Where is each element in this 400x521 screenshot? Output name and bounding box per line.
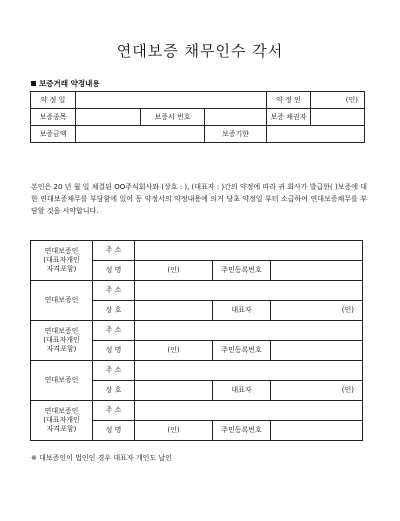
guarantee-type-field[interactable] — [76, 109, 141, 126]
address-label: 주 소 — [93, 241, 135, 261]
guarantor-2-label: 연대보증인 — [31, 281, 93, 321]
name-label: 성 명 — [93, 421, 135, 441]
guarantor-5-label: 연대보증인 (대표자개인 자격포함) — [31, 401, 93, 441]
guarantor-3-label: 연대보증인 (대표자개인 자격포함) — [31, 321, 93, 361]
id-number-label: 주민등록번호 — [213, 341, 271, 361]
id-number-field[interactable] — [271, 341, 363, 361]
name-seal-field[interactable]: (인) — [135, 421, 213, 441]
company-field[interactable] — [135, 301, 213, 321]
id-number-field[interactable] — [271, 421, 363, 441]
name-label: 성 명 — [93, 341, 135, 361]
company-label: 상 호 — [93, 381, 135, 401]
footnote: ※ 대보증인이 법인인 경우 대표자 개인도 날인 — [31, 454, 172, 462]
id-number-label: 주민등록번호 — [213, 421, 271, 441]
period-field[interactable] — [267, 126, 365, 143]
period-label: 보증기한 — [205, 126, 267, 143]
representative-label: 대표자 — [213, 301, 271, 321]
representative-label: 대표자 — [213, 381, 271, 401]
square-bullet-icon — [31, 81, 36, 86]
company-field[interactable] — [135, 381, 213, 401]
address-field[interactable] — [135, 241, 363, 261]
representative-seal-field[interactable]: (인) — [271, 301, 363, 321]
address-label: 주 소 — [93, 361, 135, 381]
contractor-label: 약 정 인 — [267, 92, 311, 109]
guarantor-4-label: 연대보증인 — [31, 361, 93, 401]
contract-date-label: 약 정 일 — [31, 92, 76, 109]
creditor-label: 보증 채권자 — [267, 109, 311, 126]
address-label: 주 소 — [93, 321, 135, 341]
page-title: 연대보증 채무인수 각서 — [116, 42, 284, 60]
address-field[interactable] — [135, 401, 363, 421]
agreement-table — [30, 91, 365, 143]
contractor-seal-field[interactable]: (인) — [311, 92, 365, 109]
representative-seal-field[interactable]: (인) — [271, 381, 363, 401]
bond-number-label: 보증서 번호 — [141, 109, 205, 126]
name-seal-field[interactable]: (인) — [135, 341, 213, 361]
address-field[interactable] — [135, 361, 363, 381]
amount-field[interactable] — [76, 126, 205, 143]
section-heading — [31, 78, 100, 89]
address-label: 주 소 — [93, 281, 135, 301]
name-seal-field[interactable]: (인) — [135, 261, 213, 281]
address-label: 주 소 — [93, 401, 135, 421]
id-number-field[interactable] — [271, 261, 363, 281]
name-label: 성 명 — [93, 261, 135, 281]
guarantor-1-label: 연대보증인 (대표자개인 자격포함) — [31, 241, 93, 281]
bond-number-field[interactable] — [205, 109, 267, 126]
pledge-paragraph: 본인은 20 년 월 일 체결된 OO주식회사와 (상호 : ), (대표자 : )간의 약정에 따라 귀 회사가 발급한( )보증에 대한 연대보증채무를 부담함에 있어 동 약정서의 약정내용에 의거 당초 약정일 부터 소급하여 연대보증채무를 부담할 것을 서약합니다. — [31, 183, 367, 215]
id-number-label: 주민등록번호 — [213, 261, 271, 281]
guarantor-table — [30, 240, 363, 441]
company-label: 상 호 — [93, 301, 135, 321]
creditor-field[interactable] — [311, 109, 365, 126]
address-field[interactable] — [135, 281, 363, 301]
guarantee-type-label: 보증종목 — [31, 109, 76, 126]
address-field[interactable] — [135, 321, 363, 341]
section-heading-label: 보증거래 약정내용 — [39, 79, 100, 88]
contract-date-field[interactable] — [76, 92, 267, 109]
amount-label: 보증금액 — [31, 126, 76, 143]
